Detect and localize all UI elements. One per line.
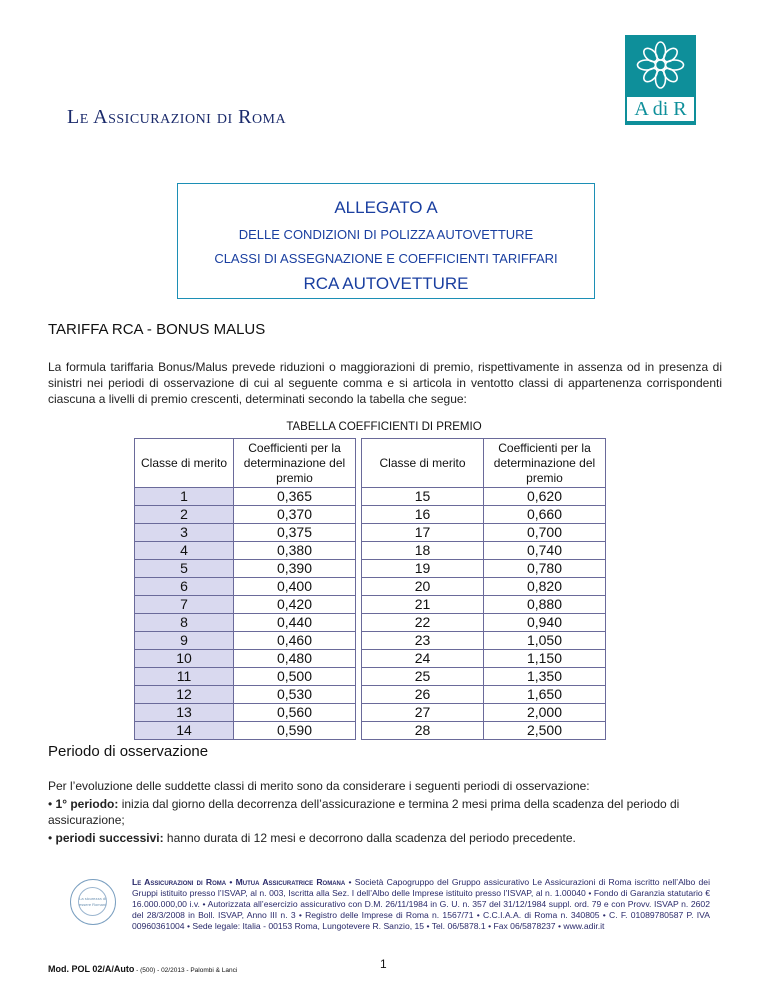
table-row [135,542,606,560]
coef-cell: 0,480 [234,650,356,668]
table-row [135,722,606,740]
coef-cell: 0,620 [484,488,606,506]
coef-cell: 0,500 [234,668,356,686]
footer-legal-text [132,877,710,932]
table-title: TABELLA COEFFICIENTI DI PREMIO [286,421,482,433]
seal-text: La sicurezza di essere Romani [78,887,107,916]
classe-cell: 14 [135,722,234,740]
coef-cell: 0,365 [234,488,356,506]
table-row [135,704,606,722]
classe-cell: 8 [135,614,234,632]
coef-cell: 2,000 [484,704,606,722]
coef-cell: 0,780 [484,560,606,578]
mod-details: - (500) - 02/2013 - Palombi & Lanci [134,967,238,974]
bullet-item-2: • periodi successivi: hanno durata di 12 mesi e decorrono dalla scadenza del periodo precedente. [48,831,576,845]
bullet-item-1: • 1° periodo: inizia dal giorno della decorrenza dell’assicurazione e termina 2 mesi prima della scadenza del periodo di assicurazione; [48,797,680,827]
coef-cell: 0,420 [234,596,356,614]
classe-cell: 27 [362,704,484,722]
coef-cell: 1,150 [484,650,606,668]
classe-cell: 20 [362,578,484,596]
flower-emblem-icon [625,35,696,95]
seal-icon [70,879,116,925]
classe-cell: 1 [135,488,234,506]
classe-cell: 5 [135,560,234,578]
table-row [135,506,606,524]
coef-cell: 0,740 [484,542,606,560]
table-body [135,488,606,740]
allegato-subtitle-3: RCA AUTOVETTURE [303,274,469,293]
table-row [135,524,606,542]
coef-cell: 0,820 [484,578,606,596]
classe-cell: 18 [362,542,484,560]
table-row [135,614,606,632]
periodo-intro: Per l’evoluzione delle suddette classi di merito sono da considerare i seguenti periodi di osservazione: [48,779,590,793]
classe-cell: 22 [362,614,484,632]
coef-cell: 1,350 [484,668,606,686]
classe-cell: 25 [362,668,484,686]
coef-cell: 0,400 [234,578,356,596]
coef-cell: 0,370 [234,506,356,524]
bullet-text-2: hanno durata di 12 mesi e decorrono dalla scadenza del periodo precedente. [163,831,576,845]
table-row [135,578,606,596]
bullet-label-1: 1° periodo: [55,797,119,811]
bullet-label-2: periodi successivi: [55,831,164,845]
classe-cell: 23 [362,632,484,650]
coef-cell: 0,390 [234,560,356,578]
classe-cell: 17 [362,524,484,542]
classe-cell: 9 [135,632,234,650]
header-coef-2: Coefficienti per la determinazione del premio [484,439,606,488]
classe-cell: 7 [135,596,234,614]
coefficients-table [134,438,606,740]
coef-cell: 1,050 [484,632,606,650]
table-row [135,668,606,686]
allegato-subtitle-1: DELLE CONDIZIONI DI POLIZZA AUTOVETTURE [238,227,534,242]
company-logo [625,35,696,125]
classe-cell: 13 [135,704,234,722]
classe-cell: 24 [362,650,484,668]
header-classe-1: Classe di merito [135,439,234,488]
coef-cell: 2,500 [484,722,606,740]
table-row [135,560,606,578]
classe-cell: 3 [135,524,234,542]
bullet-text-1: inizia dal giorno della decorrenza dell’assicurazione e termina 2 mesi prima della scadenza del periodo di assicurazione; [48,797,680,827]
header-coef-1: Coefficienti per la determinazione del premio [234,439,356,488]
section-paragraph-tariffa: La formula tariffaria Bonus/Malus prevede riduzioni o maggiorazioni di premio, rispettivamente in assenza od in presenza di sinistri nei periodi di osservazione di cui al seguente comma e si articola in ventotto classi di appartenenza corrispondenti ciascuna a livelli di premio crescenti, determinati secondo la tabella che segue: [48,360,722,406]
coef-cell: 0,560 [234,704,356,722]
classe-cell: 16 [362,506,484,524]
coef-cell: 0,530 [234,686,356,704]
table-row [135,686,606,704]
classe-cell: 15 [362,488,484,506]
legal-company: Le Assicurazioni di Roma • Mutua Assicuratrice Romana [132,877,346,887]
section-heading-periodo: Periodo di osservazione [48,743,209,760]
allegato-title-box [177,183,595,299]
form-code [48,964,237,974]
coef-cell: 0,380 [234,542,356,560]
classe-cell: 10 [135,650,234,668]
company-name: Le Assicurazioni di Roma [67,106,287,128]
coef-cell: 0,460 [234,632,356,650]
coef-cell: 0,375 [234,524,356,542]
periodo-content [48,778,728,846]
table-row [135,488,606,506]
allegato-subtitle-2: CLASSI DI ASSEGNAZIONE E COEFFICIENTI TARIFFARI [214,251,558,266]
classe-cell: 12 [135,686,234,704]
coef-cell: 0,940 [484,614,606,632]
coef-cell: 0,700 [484,524,606,542]
allegato-title: ALLEGATO A [334,198,438,217]
table-row [135,596,606,614]
header-classe-2: Classe di merito [362,439,484,488]
classe-cell: 11 [135,668,234,686]
coef-cell: 0,440 [234,614,356,632]
classe-cell: 28 [362,722,484,740]
coef-cell: 0,660 [484,506,606,524]
coef-cell: 0,590 [234,722,356,740]
section-heading-tariffa: TARIFFA RCA - BONUS MALUS [48,321,266,338]
table-row [135,632,606,650]
logo-text: A di R [625,95,696,123]
classe-cell: 26 [362,686,484,704]
classe-cell: 4 [135,542,234,560]
mod-code: Mod. POL 02/A/Auto [48,964,135,974]
coef-cell: 0,880 [484,596,606,614]
classe-cell: 6 [135,578,234,596]
legal-body: • Società Capogruppo del Gruppo assicurativo Le Assicurazioni di Roma iscritto nell’Albo dei Gruppi istituito presso l’ISVAP, al n. 003, Iscritta alla Sez. I dell’Albo delle Imprese istituito presso l’ISVAP, al n. 1.00040 • Fondo di Garanzia statutario € 16.000.000,00 i.v. • Autorizzata all’esercizio assicurativo con D.M. 26/11/1984 in G. U. n. 357 del 31/12/1984 suppl. ord. 79 e con Provv. ISVAP n. 2602 del 28/3/2008 in Boll. ISVAP, Anno III n. 3 • Registro delle Imprese di Roma n. 1567/71 • C.C.I.A.A. di Roma n. 340805 • C. F. 01089780587 P. IVA 00960361004 • Sede legale: Italia - 00153 Roma, Lungotevere R. Sanzio, 15 • Tel. 06/5878.1 • Fax 06/5878237 • www.adir.it [132,877,710,931]
page-number: 1 [380,957,387,971]
classe-cell: 19 [362,560,484,578]
coef-cell: 1,650 [484,686,606,704]
classe-cell: 21 [362,596,484,614]
classe-cell: 2 [135,506,234,524]
table-row [135,650,606,668]
